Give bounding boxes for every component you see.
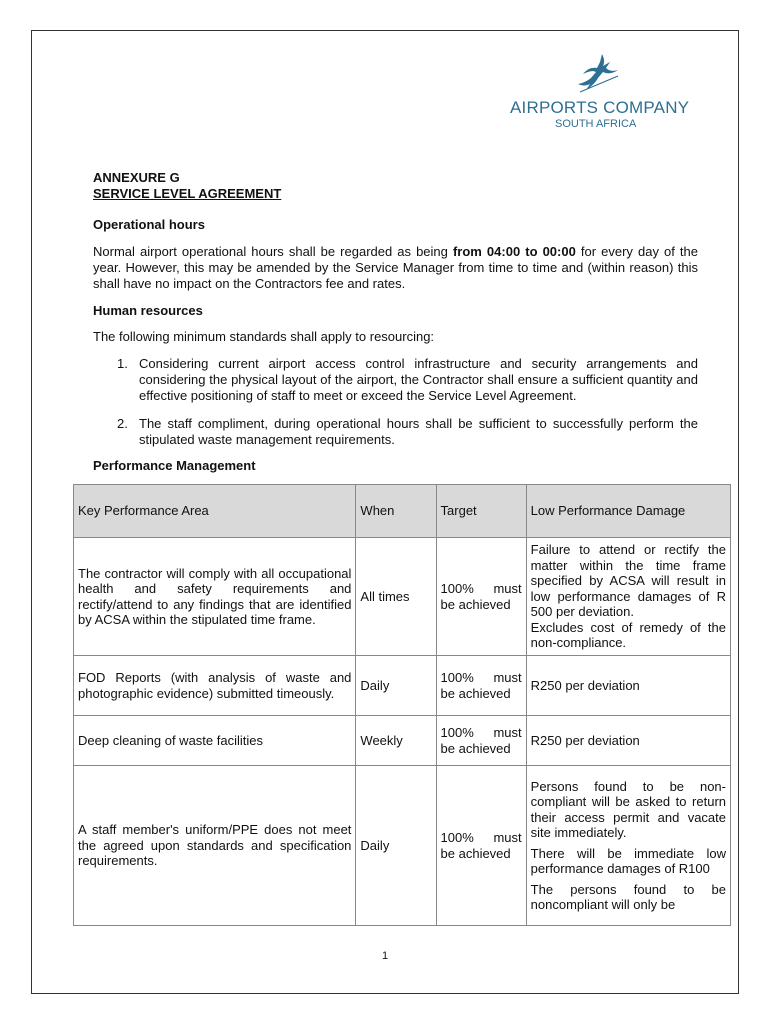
human-resources-heading: Human resources [93, 303, 203, 318]
table-row [74, 716, 731, 766]
table-row [74, 538, 731, 656]
operational-hours-text-end: for every day of the year. However, this may be amended by the Service Manager from time to time and (within reason) this shall have no impact on the Contractors fee and rates. [93, 244, 698, 291]
operational-hours-text-start: Normal airport operational hours shall be regarded as being [93, 244, 453, 259]
damage-cell [526, 766, 730, 926]
damage-text: The persons found to be noncompliant will only be [530, 881, 726, 912]
list-item-number: 2. [117, 416, 128, 431]
performance-table [73, 484, 731, 926]
column-header: Low Performance Damage [526, 485, 730, 538]
list-item-text: The staff compliment, during operational hours shall be sufficient to successfully perform the stipulated waste management requirements. [139, 416, 698, 447]
leaping-figure-icon [574, 52, 624, 94]
kpa-cell: FOD Reports (with analysis of waste and photographic evidence) submitted timeously. [74, 656, 356, 716]
when-cell: Daily [356, 766, 436, 926]
company-logo [510, 52, 690, 132]
document-title: SERVICE LEVEL AGREEMENT [93, 186, 282, 201]
annexure-label: ANNEXURE G [93, 170, 180, 185]
list-item-number: 1. [117, 356, 128, 371]
page-number: 1 [381, 950, 389, 962]
damage-text: There will be immediate low performance damages of R100 [530, 845, 726, 876]
damage-cell: R250 per deviation [526, 656, 730, 716]
target-cell: 100% must be achieved [436, 538, 526, 656]
column-header: Key Performance Area [74, 485, 356, 538]
damage-cell [526, 538, 730, 656]
table-row [74, 766, 731, 926]
when-cell: Weekly [356, 716, 436, 766]
damage-text: Failure to attend or rectify the matter within the time frame specified by ACSA will result in low performance damages of R 500 per deviation. [530, 542, 726, 620]
list-item-text: Considering current airport access control infrastructure and security arrangements and considering the physical layout of the airport, the Contractor shall ensure a sufficient quantity and effective positioning of staff to meet or exceed the Service Level Agreement. [139, 356, 698, 403]
target-cell: 100% must be achieved [436, 766, 526, 926]
operational-hours-times: from 04:00 to 00:00 [452, 244, 576, 259]
when-cell: All times [356, 538, 436, 656]
column-header: When [356, 485, 436, 538]
operational-hours-heading: Operational hours [93, 217, 205, 232]
target-cell: 100% must be achieved [436, 656, 526, 716]
kpa-cell: A staff member's uniform/PPE does not meet the agreed upon standards and specification requirements. [74, 766, 356, 926]
table-row [74, 656, 731, 716]
damage-text: Excludes cost of remedy of the non-compliance. [530, 619, 726, 651]
kpa-cell: Deep cleaning of waste facilities [74, 716, 356, 766]
column-header: Target [436, 485, 526, 538]
damage-cell: R250 per deviation [526, 716, 730, 766]
logo-main-text: AIRPORTS COMPANY [510, 98, 690, 117]
target-cell: 100% must be achieved [436, 716, 526, 766]
damage-text: Persons found to be non-compliant will be asked to return their access permit and vacate site immediately. [530, 778, 726, 840]
when-cell: Daily [356, 656, 436, 716]
logo-sub-text: SOUTH AFRICA [555, 118, 637, 130]
table-header-row [74, 485, 731, 538]
kpa-cell: The contractor will comply with all occupational health and safety requirements and rectify/attend to any findings that are identified by ACSA within the stipulated time frame. [74, 538, 356, 656]
performance-management-heading: Performance Management [93, 458, 256, 473]
operational-hours-text [93, 244, 698, 292]
human-resources-intro: The following minimum standards shall apply to resourcing: [93, 329, 435, 344]
